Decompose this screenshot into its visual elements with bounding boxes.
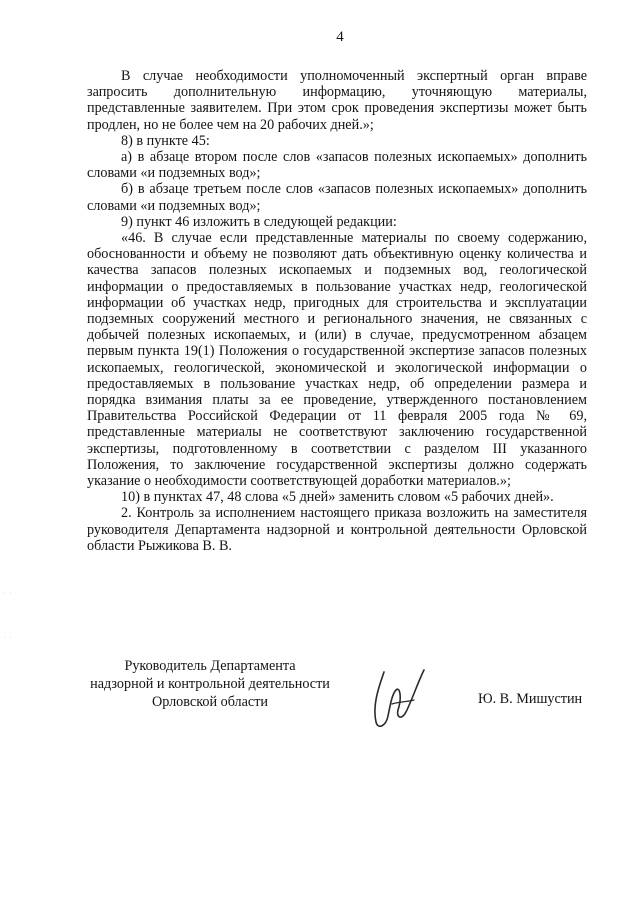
position-line: Орловской области [151, 694, 269, 710]
signatory-position [85, 657, 335, 711]
margin-scan-mark: · · [4, 635, 13, 641]
paragraph-item-8a: а) в абзаце втором после слов «запасов полезных ископаемых» дополнить словами «и подземных вод»; [87, 149, 587, 182]
position-line: Руководитель Департамента [124, 658, 296, 674]
paragraph-item-9: 9) пункт 46 изложить в следующей редакции: [121, 213, 397, 230]
paragraph-item-8b: б) в абзаце третьем после слов «запасов полезных ископаемых» дополнить словами «и подземных вод»; [87, 181, 587, 214]
document-body [87, 68, 587, 554]
paragraph-control-clause: 2. Контроль за исполнением настоящего приказа возложить на заместителя руководителя Департамента надзорной и контрольной деятельности Орловской области Рыжикова В. В. [87, 505, 587, 554]
handwritten-signature [362, 664, 442, 734]
paragraph-item-8: 8) в пункте 45: [121, 132, 210, 149]
margin-scan-mark: · · [4, 590, 13, 596]
position-line: надзорной и контрольной деятельности [90, 676, 330, 692]
paragraph-extension-clause: В случае необходимости уполномоченный экспертный орган вправе запросить дополнительную информацию, уточняющую материалы, представленные заявителем. При этом срок проведения экспертизы может быть продлен, но не более чем на 20 рабочих дней.»; [87, 68, 587, 133]
paragraph-item-10: 10) в пунктах 47, 48 слова «5 дней» заменить словом «5 рабочих дней». [121, 489, 554, 506]
page-number: 4 [336, 29, 344, 45]
paragraph-item-46-text: «46. В случае если представленные материалы по своему содержанию, обоснованности и объему не позволяют дать объективную оценку количества и качества запасов полезных ископаемых и подземных вод, геологической информации о предоставляемых в пользование участках недр, геологической информации об участках недр, пригодных для строительства и эксплуатации подземных сооружений местного и регионального значения, не связанных с добычей полезных ископаемых, и (или) в случае, предусмотренном абзацем первым пункта 19(1) Положения о государственной экспертизе запасов полезных ископаемых, геологической, экономической и экологической информации о предоставляемых в пользование участках недр, об определении размера и порядка взимания платы за ее проведение, утвержденного постановлением Правительства Российской Федерации от 11 февраля 2005 года № 69, представленные материалы не соответствуют заключению государственной экспертизы, подготовленному в соответствии с разделом III указанного Положения, то заключение государственной экспертизы должно содержать указание о необходимости соответствующей доработки материалов.»; [87, 230, 587, 490]
signer-name: Ю. В. Мишустин [478, 691, 583, 707]
